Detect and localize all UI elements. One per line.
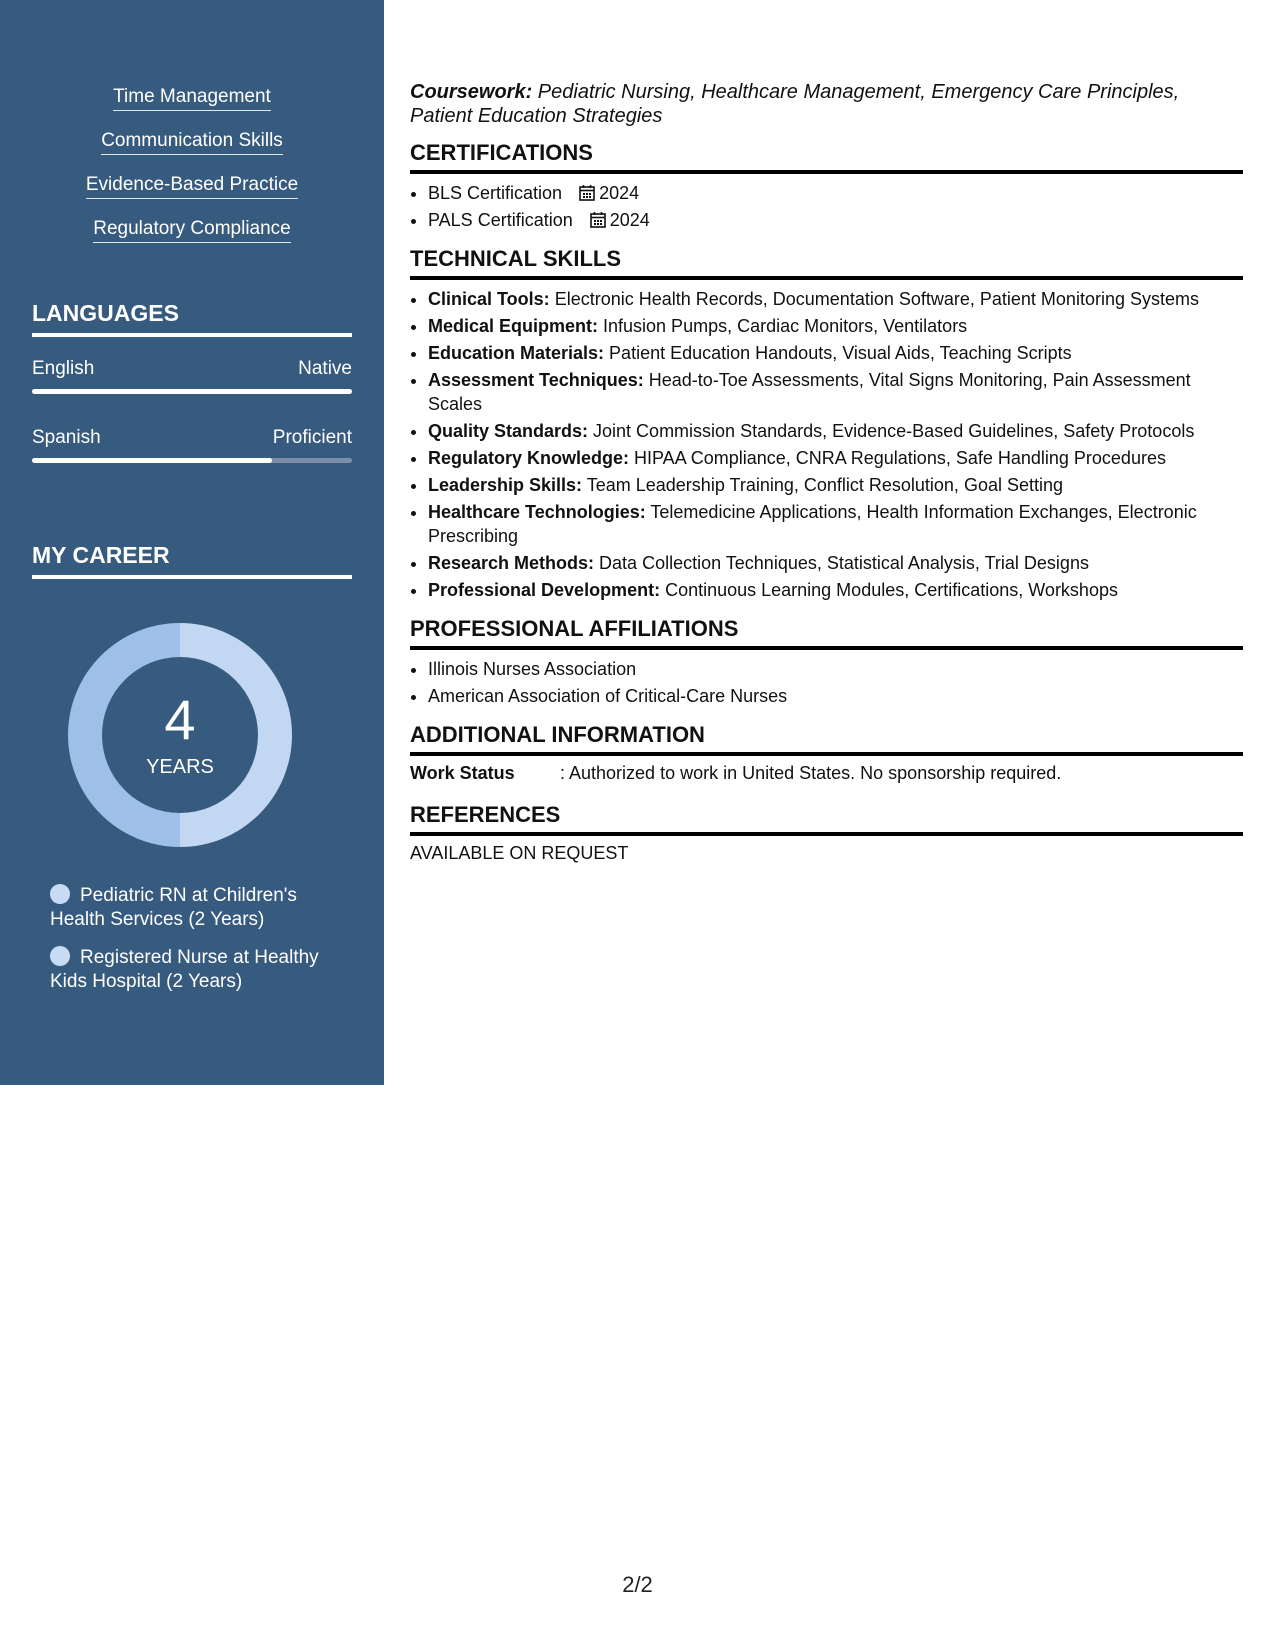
calendar-icon — [590, 211, 606, 228]
certification-item — [428, 181, 1243, 205]
coursework — [410, 80, 1243, 128]
technical-skill-label: Regulatory Knowledge: — [428, 448, 630, 468]
technical-skill-item — [428, 419, 1243, 443]
work-status-label: Work Status — [410, 763, 515, 783]
technical-skill-item — [428, 287, 1243, 311]
coursework-label: Coursework: — [410, 81, 533, 103]
bullet-dot-icon — [50, 884, 70, 904]
technical-skill-label: Leadership Skills: — [428, 475, 583, 495]
career-item — [50, 884, 340, 932]
technical-skill-label: Clinical Tools: — [428, 289, 550, 309]
language-row — [32, 358, 352, 380]
page-number: 2/2 — [622, 1572, 653, 1597]
technical-skill-text: Team Leadership Training, Conflict Resolution, Goal Setting — [582, 475, 1063, 495]
language-name: English — [32, 358, 95, 379]
certification-item — [428, 208, 1243, 232]
main-content — [410, 80, 1243, 864]
affiliation-item: • Illinois Nurses Association — [428, 657, 1243, 681]
technical-skill-label: Quality Standards: — [428, 421, 589, 441]
certification-name: PALS Certification — [428, 210, 573, 230]
technical-skill-item — [428, 551, 1243, 575]
references-text: AVAILABLE ON REQUEST — [410, 843, 629, 863]
affiliations-list — [410, 657, 1243, 708]
sidebar — [0, 0, 384, 1085]
technical-skill-label: Education Materials: — [428, 343, 605, 363]
coursework-text: Pediatric Nursing, Healthcare Management, Emergency Care Principles, Patient Education Strategies — [410, 81, 1180, 127]
technical-skill-text: Electronic Health Records, Documentation Software, Patient Monitoring Systems — [549, 289, 1199, 309]
language-name: Spanish — [32, 427, 101, 448]
career-item-text: Pediatric RN at Children's Health Services (2 Years) — [50, 885, 297, 930]
technical-skill-item — [428, 500, 1243, 548]
certification-year: 2024 — [599, 183, 640, 203]
languages-heading: LANGUAGES — [32, 300, 352, 337]
technical-skill-item — [428, 473, 1243, 497]
technical-skills-list — [410, 287, 1243, 602]
references-heading: REFERENCES — [410, 802, 1243, 836]
skill-item: Time Management — [113, 86, 271, 111]
technical-skill-text: Patient Education Handouts, Visual Aids, Teaching Scripts — [604, 343, 1072, 363]
technical-skill-text: Infusion Pumps, Cardiac Monitors, Ventilators — [598, 316, 968, 336]
technical-skills-heading: TECHNICAL SKILLS — [410, 246, 1243, 280]
language-row — [32, 427, 352, 449]
technical-skill-item — [428, 341, 1243, 365]
technical-skill-label: Medical Equipment: — [428, 316, 599, 336]
career-years-unit: YEARS — [146, 756, 214, 778]
technical-skill-text: HIPAA Compliance, CNRA Regulations, Safe Handling Procedures — [629, 448, 1166, 468]
career-item-text: Registered Nurse at Healthy Kids Hospital (2 Years) — [50, 947, 319, 992]
language-bar-fill — [32, 389, 352, 394]
technical-skill-text: Joint Commission Standards, Evidence-Based Guidelines, Safety Protocols — [588, 421, 1195, 441]
language-bar — [32, 458, 352, 463]
work-status-value: : Authorized to work in United States. No sponsorship required. — [560, 763, 1062, 783]
career-years-number: 4 — [164, 688, 196, 751]
technical-skill-item — [428, 578, 1243, 602]
skills-list — [0, 86, 384, 262]
language-bar — [32, 389, 352, 394]
language-bar-fill — [32, 458, 272, 463]
technical-skill-text: Telemedicine Applications, Health Information Exchanges, Electronic Prescribing — [428, 502, 1197, 546]
technical-skill-item — [428, 314, 1243, 338]
affiliation-item: • American Association of Critical-Care Nurses — [428, 684, 1243, 708]
certifications-list — [410, 181, 1243, 232]
certification-year: 2024 — [609, 210, 650, 230]
technical-skill-label: Research Methods: — [428, 553, 595, 573]
technical-skill-label: Professional Development: — [428, 580, 661, 600]
technical-skill-item — [428, 446, 1243, 470]
affiliations-heading: PROFESSIONAL AFFILIATIONS — [410, 616, 1243, 650]
career-item — [50, 946, 340, 994]
work-status-row — [410, 763, 1243, 784]
language-level: Native — [298, 358, 352, 379]
career-heading: MY CAREER — [32, 542, 352, 579]
skill-item: Evidence-Based Practice — [86, 174, 298, 199]
language-level: Proficient — [272, 427, 352, 448]
technical-skill-text: Continuous Learning Modules, Certifications, Workshops — [660, 580, 1118, 600]
bullet-dot-icon — [50, 946, 70, 966]
skill-item: Regulatory Compliance — [93, 218, 291, 243]
certification-name: BLS Certification — [428, 183, 563, 203]
additional-info-heading: ADDITIONAL INFORMATION — [410, 722, 1243, 756]
technical-skill-item — [428, 368, 1243, 416]
technical-skill-label: Assessment Techniques: — [428, 370, 644, 390]
technical-skill-text: Head-to-Toe Assessments, Vital Signs Monitoring, Pain Assessment Scales — [428, 370, 1191, 414]
calendar-icon — [579, 184, 595, 201]
certifications-heading: CERTIFICATIONS — [410, 140, 1243, 174]
technical-skill-label: Healthcare Technologies: — [428, 502, 646, 522]
technical-skill-text: Data Collection Techniques, Statistical Analysis, Trial Designs — [594, 553, 1089, 573]
skill-item: Communication Skills — [101, 130, 283, 155]
